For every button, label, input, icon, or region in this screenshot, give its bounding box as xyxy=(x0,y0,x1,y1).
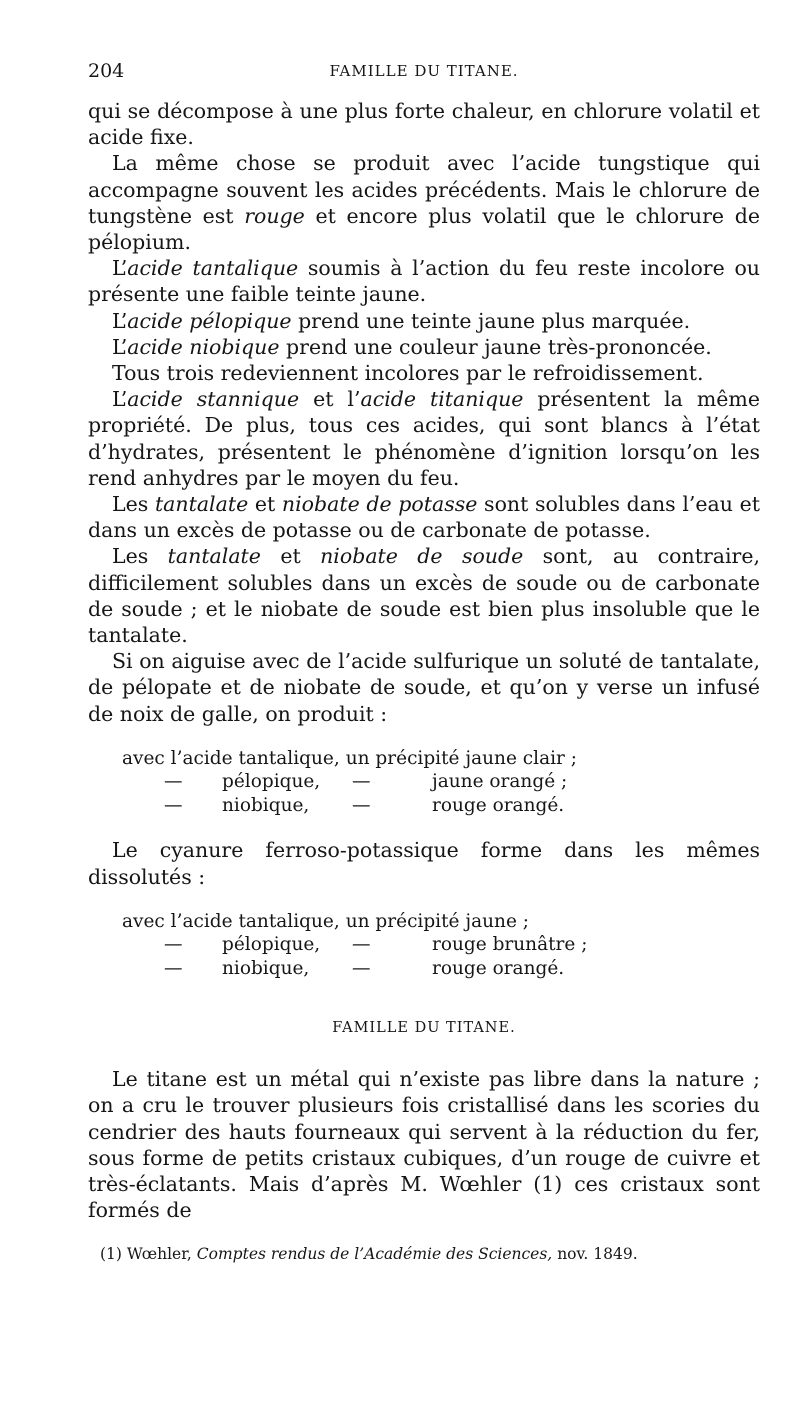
paragraph: qui se décompose à une plus forte chaleur, en chlorure volatil et acide fixe. xyxy=(88,99,760,150)
list-ditto: — xyxy=(352,771,371,793)
list-result: jaune orangé ; xyxy=(432,771,568,793)
paragraph: Le cyanure ferroso-potassique forme dans les mêmes dissolutés : xyxy=(88,838,760,889)
list-item xyxy=(122,910,760,934)
list-item xyxy=(122,957,760,981)
paragraph: Les tantalate et niobate de soude sont, au contraire, difficilement solubles dans un excès de soude ou de carbonate de soude ; et le niobate de soude est bien plus insoluble que le tantalate. xyxy=(88,544,760,648)
footnote-author: Wœhler, xyxy=(126,1244,192,1263)
list-ditto: — xyxy=(352,794,371,816)
running-title: FAMILLE DU TITANE. xyxy=(329,62,519,80)
paragraph: L’acide pélopique prend une teinte jaune plus marquée. xyxy=(112,308,691,333)
reaction-list-cyanure xyxy=(122,910,760,981)
list-reagent: avec l’acide tantalique, xyxy=(122,910,340,932)
paragraph: L’acide stannique et l’acide titanique présentent la même propriété. De plus, tous ces acides, qui sont blancs à l’état d’hydrates, présentent le phénomène d’ignition lorsqu’on les rend anhydres par le moyen du feu. xyxy=(88,387,760,490)
list-ditto: — xyxy=(352,957,371,979)
paragraph: L’acide niobique prend une couleur jaune très-prononcée. xyxy=(112,334,712,359)
list-result: rouge brunâtre ; xyxy=(432,934,588,956)
list-reagent: — pélopique, xyxy=(164,934,321,956)
list-reagent: — niobique, xyxy=(164,794,310,816)
list-item xyxy=(122,933,760,957)
paragraph: L’acide tantalique soumis à l’action du feu reste incolore ou présente une faible teinte jaune. xyxy=(88,256,760,307)
page-number: 204 xyxy=(88,60,125,82)
paragraph: La même chose se produit avec l’acide tungstique qui accompagne souvent les acides précédents. Mais le chlorure de tungstène est rouge et encore plus volatil que le chlorure de pélopium. xyxy=(88,151,760,255)
paragraph: Le titane est un métal qui n’existe pas libre dans la nature ; on a cru le trouver plusieurs fois cristallisé dans les scories du cendrier des hauts fourneaux qui servent à la réduction du fer, sous forme de petits cristaux cubiques, d’un rouge de cuivre et très-éclatants. Mais d’après M. Wœhler (1) ces cristaux sont formés de xyxy=(88,1067,760,1223)
list-result: rouge orangé. xyxy=(432,957,565,979)
page-body xyxy=(88,98,760,1264)
list-item xyxy=(122,770,760,794)
section-title: FAMILLE DU TITANE. xyxy=(332,1020,516,1037)
list-result: un précipité jaune ; xyxy=(345,910,530,932)
list-reagent: avec l’acide tantalique, xyxy=(122,747,340,769)
footnote xyxy=(88,1244,760,1264)
list-item xyxy=(122,794,760,818)
page-header xyxy=(88,60,760,88)
footnote-marker: (1) xyxy=(100,1244,122,1263)
paragraph: Les tantalate et niobate de potasse sont solubles dans l’eau et dans un excès de potasse ou de carbonate de potasse. xyxy=(88,492,760,543)
paragraph: Tous trois redeviennent incolores par le refroidissement. xyxy=(112,361,704,386)
list-result: un précipité jaune clair ; xyxy=(345,747,577,769)
list-reagent: — niobique, xyxy=(164,957,310,979)
paragraph: Si on aiguise avec de l’acide sulfurique un soluté de tantalate, de pélopate et de niobate de soude, et qu’on y verse un infusé de noix de galle, on produit : xyxy=(88,649,760,726)
footnote-title: Comptes rendus de l’Académie des Sciences, xyxy=(196,1244,553,1263)
footnote-date: nov. 1849. xyxy=(557,1244,638,1263)
reaction-list-galle xyxy=(122,747,760,818)
list-reagent: — pélopique, xyxy=(164,771,321,793)
list-ditto: — xyxy=(352,934,371,956)
list-item xyxy=(122,747,760,771)
list-result: rouge orangé. xyxy=(432,794,565,816)
